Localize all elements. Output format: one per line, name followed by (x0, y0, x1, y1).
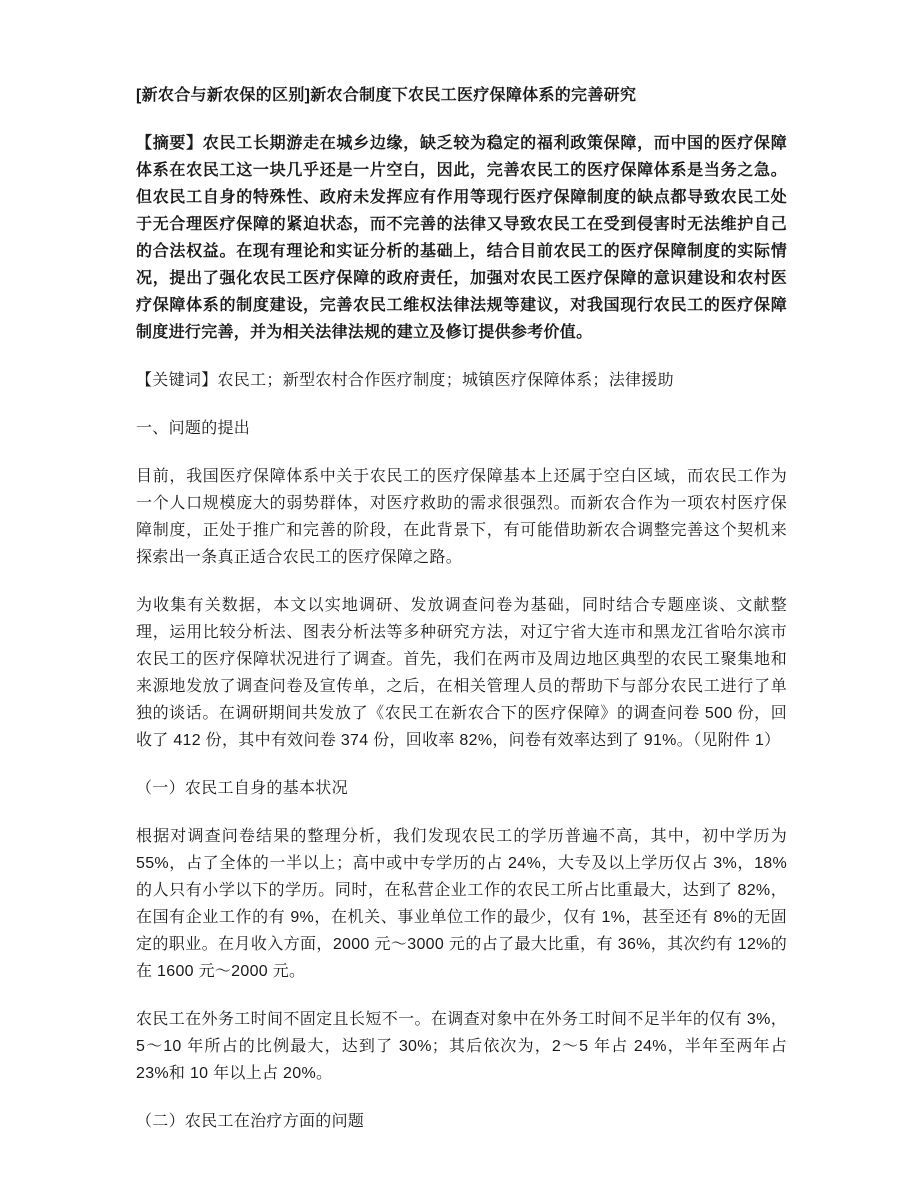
paragraph-survey-results: 根据对调查问卷结果的整理分析，我们发现农民工的学历普遍不高，其中，初中学历为 55%，占了全体的一半以上；高中或中专学历的占 24%，大专及以上学历仅占 3%，18%的人只有小学以下的学历。同时，在私营企业工作的农民工所占比重最大，达到了 82%，在国有企业工作的有 9%，在机关、事业单位工作的最少，仅有 1%，甚至还有 8%的无固定的职业。在月收入方面，2000 元～3000 元的占了最大比重，有 36%，其次约有 12%的在 1600 元～2000 元。 (136, 828, 787, 980)
subsection-heading-2: （二）农民工在治疗方面的问题 (136, 1113, 365, 1130)
section-heading-1: 一、问题的提出 (136, 420, 251, 437)
paragraph-survey-method: 为收集有关数据，本文以实地调研、发放调查问卷为基础，同时结合专题座谈、文献整理，运用比较分析法、图表分析法等多种研究方法，对辽宁省大连市和黑龙江省哈尔滨市农民工的医疗保障状况进行了调查。首先，我们在两市及周边地区典型的农民工聚集地和来源地发放了调查问卷及宣传单，之后，在相关管理人员的帮助下与部分农民工进行了单独的谈话。在调研期间共发放了《农民工在新农合下的医疗保障》的调查问卷 500 份，回收了 412 份，其中有效问卷 374 份，回收率 82%，问卷有效率达到了 91%。（见附件 1） (136, 597, 787, 749)
paragraph-problem-intro: 目前，我国医疗保障体系中关于农民工的医疗保障基本上还属于空白区域，而农民工作为一个人口规模庞大的弱势群体，对医疗救助的需求很强烈。而新农合作为一项农村医疗保障制度，正处于推广和完善的阶段，在此背景下，有可能借助新农合调整完善这个契机来探索出一条真正适合农民工的医疗保障之路。 (136, 468, 787, 566)
document-title: [新农合与新农保的区别]新农合制度下农民工医疗保障体系的完善研究 (136, 87, 637, 104)
paragraph-work-duration: 农民工在外务工时间不固定且长短不一。在调查对象中在外务工时间不足半年的仅有 3%，5～10 年所占的比例最大，达到了 30%；其后依次为，2～5 年占 24%，半年至两年占 23%和 10 年以上占 20%。 (136, 1011, 787, 1082)
subsection-heading-1: （一）农民工自身的基本状况 (136, 780, 348, 797)
keywords-line: 【关键词】农民工；新型农村合作医疗制度；城镇医疗保障体系；法律援助 (136, 372, 674, 389)
abstract-paragraph: 【摘要】农民工长期游走在城乡边缘，缺乏较为稳定的福利政策保障，而中国的医疗保障体系在农民工这一块几乎还是一片空白，因此，完善农民工的医疗保障体系是当务之急。但农民工自身的特殊性、政府未发挥应有作用等现行医疗保障制度的缺点都导致农民工处于无合理医疗保障的紧迫状态，而不完善的法律又导致农民工在受到侵害时无法维护自己的合法权益。在现有理论和实证分析的基础上，结合目前农民工的医疗保障制度的实际情况，提出了强化农民工医疗保障的政府责任，加强对农民工医疗保障的意识建设和农村医疗保障体系的制度建设，完善农民工维权法律法规等建议，对我国现行农民工的医疗保障制度进行完善，并为相关法律法规的建立及修订提供参考价值。 (136, 135, 787, 341)
